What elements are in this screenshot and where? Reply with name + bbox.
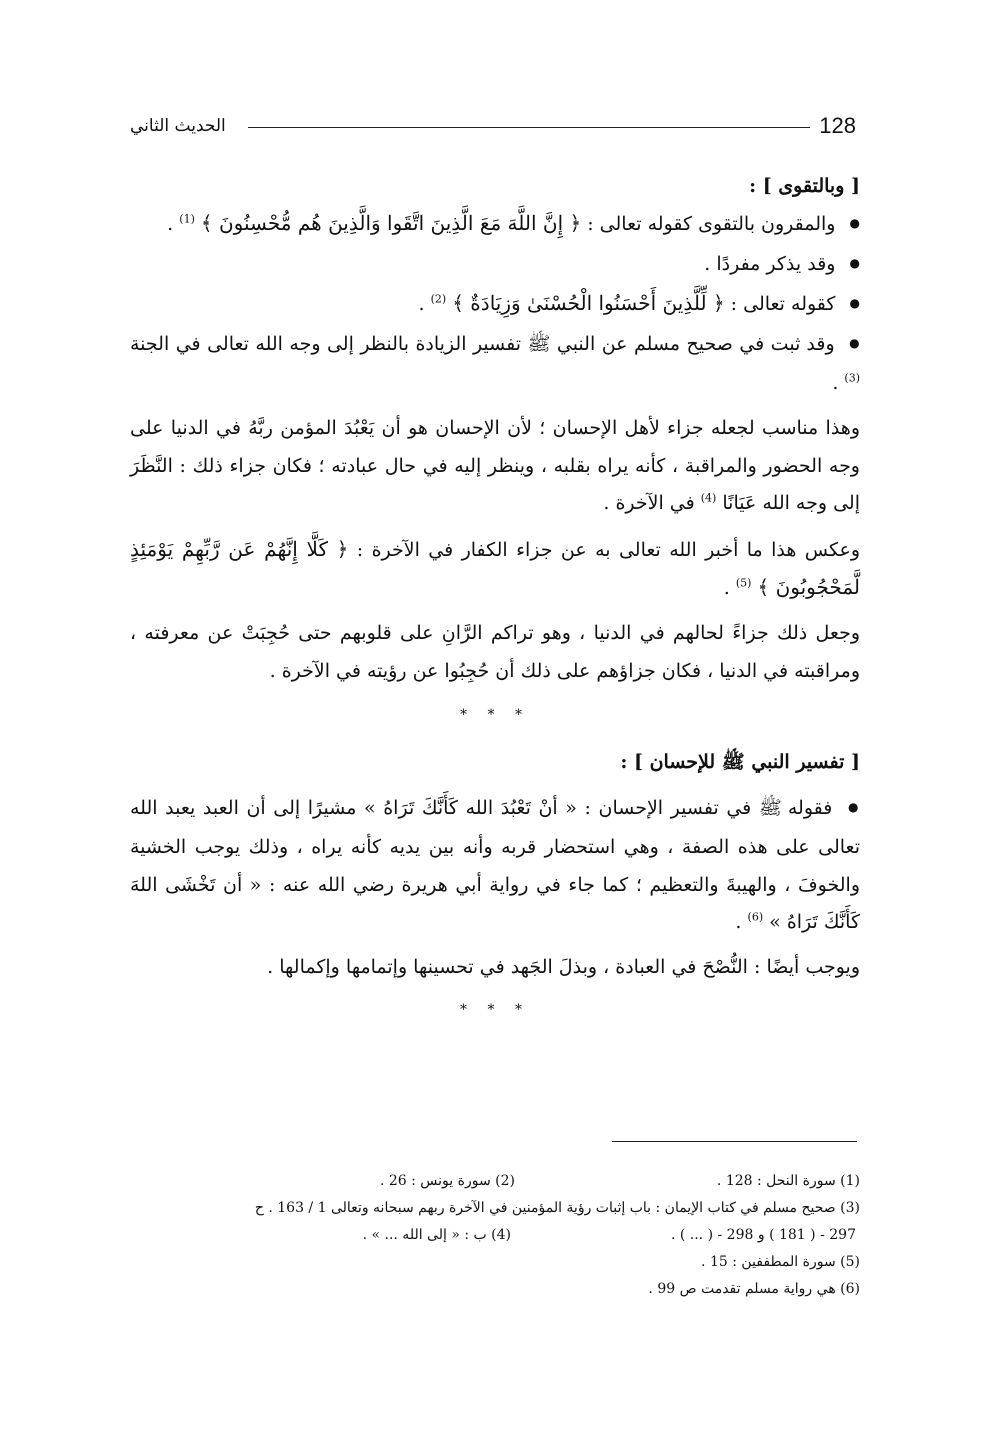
- footnote-ref: (6): [747, 910, 764, 924]
- quran-verse: ﴿ لِّلَّذِينَ أَحْسَنُوا الْحُسْنَىٰ وَزِيَادَةٌ ﴾: [452, 291, 725, 316]
- bullet-end: .: [735, 910, 748, 933]
- page-header: [130, 112, 860, 144]
- section-separator: * * *: [460, 707, 530, 724]
- bullet-end: .: [418, 293, 431, 316]
- bullet-text: فقوله ﷺ في تفسير الإحسان : « أنْ تَعْبُدَ الله كَأَنَّكَ تَرَاهُ » مشيرًا إلى أن العبد يعبد الله تعالى على هذه الصفة ، وهي استحضار قربه وأنه بين يديه كأنه يراه ، وذلك يوجب الخشية والخوفَ ، والهيبةَ والتعظيم ؛ كما جاء في رواية أبي هريرة رضي الله عنه : « أن تَخْشَى اللهَ كَأَنَّكَ تَرَاهُ »: [130, 796, 860, 933]
- footnote-ref: (5): [735, 576, 752, 590]
- paragraph-end: .: [723, 577, 736, 600]
- paragraph: [130, 531, 860, 608]
- footnotes: [130, 1168, 860, 1303]
- paragraph-text: وهذا مناسب لجعله جزاء لأهل الإحسان ؛ لأن الإحسان هو أن يَعْبُدَ المؤمن ربَّهُ في الدنيا على وجه الحضور والمراقبة ، كأنه يراه بقلبه ، وينظر إليه في حال عبادته ؛ فكان جزاء ذلك : النَّظَرَ إلى وجه الله عَيَانًا: [130, 417, 860, 515]
- bullet-item: [130, 326, 860, 403]
- bullet-text: وقد يذكر مفردًا .: [704, 252, 836, 275]
- footnote-3-cont: 297 - ( 181 ) و 298 - ( ... ) .: [670, 1227, 856, 1243]
- section-heading-ihsan: [ تفسير النبي ﷺ للإحسان ] :: [620, 751, 860, 774]
- section-heading-taqwa: [ وبالتقوى ] :: [749, 175, 860, 197]
- footnote-3: (3) صحيح مسلم في كتاب الإيمان : باب إثبات رؤية المؤمنين في الآخرة ربهم سبحانه وتعالى 1 / 163 . ح: [254, 1200, 860, 1216]
- bullet-item: [130, 246, 860, 285]
- footnote-1: (1) سورة النحل : 128 .: [716, 1173, 860, 1189]
- footnote-5: (5) سورة المطففين : 15 .: [701, 1254, 860, 1270]
- bullet-text: وقد ثبت في صحيح مسلم عن النبي ﷺ تفسير الزيادة بالنظر إلى وجه الله تعالى في الجنة: [130, 332, 835, 355]
- running-title: الحديث الثاني: [130, 116, 226, 136]
- footnote-6: (6) هي رواية مسلم تقدمت ص 99 .: [648, 1281, 860, 1297]
- paragraph-end: في الآخرة .: [603, 492, 701, 515]
- page-number: 128: [819, 113, 856, 138]
- paragraph: وجعل ذلك جزاءً لحالهم في الدنيا ، وهو تراكم الرَّانِ على قلوبهم حتى حُجِبَتْ عن معرفته ، ومراقبته في الدنيا ، فكان جزاؤهم على ذلك أن حُجِبُوا عن رؤيته في الآخرة .: [130, 622, 860, 682]
- section-separator: * * *: [460, 1001, 530, 1018]
- footnote-row: [130, 1168, 860, 1195]
- quran-verse: ﴿ إِنَّ اللَّهَ مَعَ الَّذِينَ اتَّقَوا وَالَّذِينَ هُم مُّحْسِنُونَ ﴾: [200, 211, 582, 236]
- bullet-item: [130, 790, 860, 942]
- bullet-text: كقوله تعالى :: [724, 293, 836, 316]
- quran-verse: ﴿ كَلَّا إِنَّهُمْ عَن رَّبِّهِمْ يَوْمَئِذٍ لَّمَحْجُوبُونَ ﴾: [130, 536, 860, 600]
- bullet-end: .: [832, 372, 845, 395]
- bullet-text: والمقرون بالتقوى كقوله تعالى :: [581, 213, 836, 236]
- paragraph-text: وعكس هذا ما أخبر الله تعالى به عن جزاء الكفار في الآخرة :: [348, 538, 861, 561]
- footnote-ref: (2): [430, 292, 447, 306]
- paragraph: [130, 410, 860, 522]
- bullet-item: [130, 285, 860, 325]
- footnote-ref: (1): [179, 213, 195, 227]
- footnote-2: (2) سورة يونس : 26 .: [379, 1173, 515, 1189]
- main-text: [130, 168, 860, 1023]
- paragraph: ويوجب أيضًا : النُّصْحَ في العبادة ، وبذلَ الجَهد في تحسينها وإتمامها وإكمالها .: [267, 956, 860, 979]
- footnote-rule: [612, 1141, 857, 1142]
- header-rule: [248, 127, 810, 128]
- footnote-4: (4) ب : « إلى الله ... » .: [362, 1227, 511, 1243]
- footnote-ref: (4): [700, 491, 717, 505]
- bullet-end: .: [167, 213, 180, 236]
- bullet-item: [130, 205, 860, 245]
- footnote-ref: (3): [844, 371, 860, 385]
- footnote-row: [130, 1222, 860, 1249]
